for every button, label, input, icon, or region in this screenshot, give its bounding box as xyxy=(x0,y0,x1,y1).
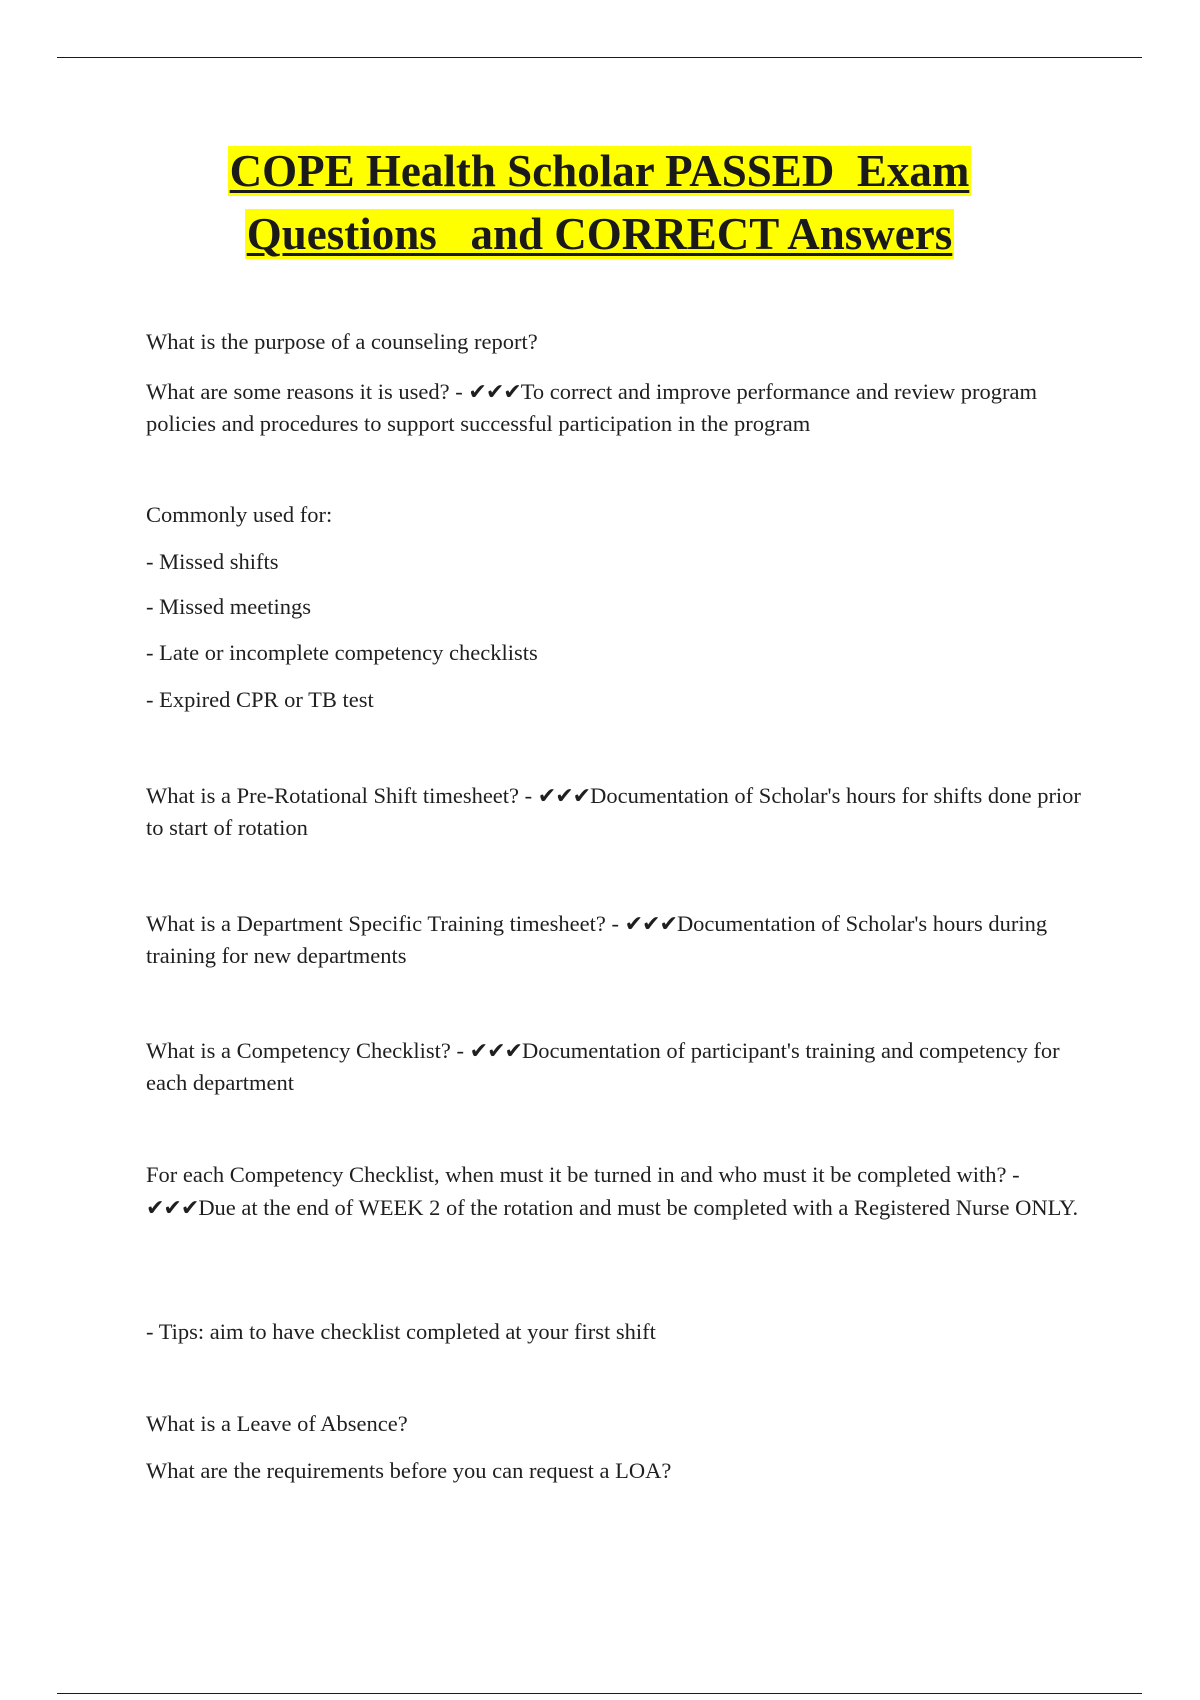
footer-rule xyxy=(57,1693,1142,1694)
question-text: What is a Pre-Rotational Shift timesheet? - xyxy=(146,783,538,808)
list-item: - Late or incomplete competency checklists xyxy=(146,640,538,665)
question-text: What are some reasons it is used? - xyxy=(146,379,469,404)
qa-item xyxy=(146,1035,1086,1098)
answer-text: To correct and improve performance and review program policies and procedures to support successful participation in the program xyxy=(146,379,1038,436)
answer-text: Documentation of participant's training and competency for each department xyxy=(146,1038,1060,1095)
question-text: What are the requirements before you can request a LOA? xyxy=(146,1458,672,1483)
answer-text: Documentation of Scholar's hours during training for new departments xyxy=(146,911,1048,968)
question-text: What is the purpose of a counseling report? xyxy=(146,329,538,354)
question-text: What is a Competency Checklist? - xyxy=(146,1038,470,1063)
list-item: - Missed shifts xyxy=(146,549,279,574)
answer-text: Documentation of Scholar's hours for shifts done prior to start of rotation xyxy=(146,783,1081,840)
question-text: What is a Leave of Absence? xyxy=(146,1411,408,1436)
answer-text: Due at the end of WEEK 2 of the rotation and must be completed with a Registered Nurse ONLY. xyxy=(198,1195,1079,1220)
question-text: What is a Department Specific Training timesheet? - xyxy=(146,911,625,936)
list-item: - Missed meetings xyxy=(146,594,311,619)
qa-item xyxy=(146,1158,1086,1225)
list-heading: Commonly used for: xyxy=(146,502,333,527)
qa-item xyxy=(146,908,1086,971)
question-text: For each Competency Checklist, when must it be turned in and who must it be completed with? - xyxy=(146,1162,1020,1187)
checkmark-icon: ✔✔✔ xyxy=(469,1039,522,1064)
qa-item xyxy=(146,780,1086,843)
checkmark-icon: ✔✔✔ xyxy=(468,380,521,405)
header-rule xyxy=(57,57,1142,58)
checkmark-icon: ✔✔✔ xyxy=(537,784,591,809)
checkmark-icon: ✔✔✔ xyxy=(624,912,677,937)
title-line-1: COPE Health Scholar PASSED Exam xyxy=(229,146,970,196)
document-title xyxy=(57,140,1142,266)
title-line-2: Questions and CORRECT Answers xyxy=(246,209,953,259)
list-item: - Expired CPR or TB test xyxy=(146,687,374,712)
checkmark-icon: ✔✔✔ xyxy=(146,1196,199,1221)
tip-text: - Tips: aim to have checklist completed at your first shift xyxy=(146,1319,656,1344)
qa-item xyxy=(146,376,1086,439)
